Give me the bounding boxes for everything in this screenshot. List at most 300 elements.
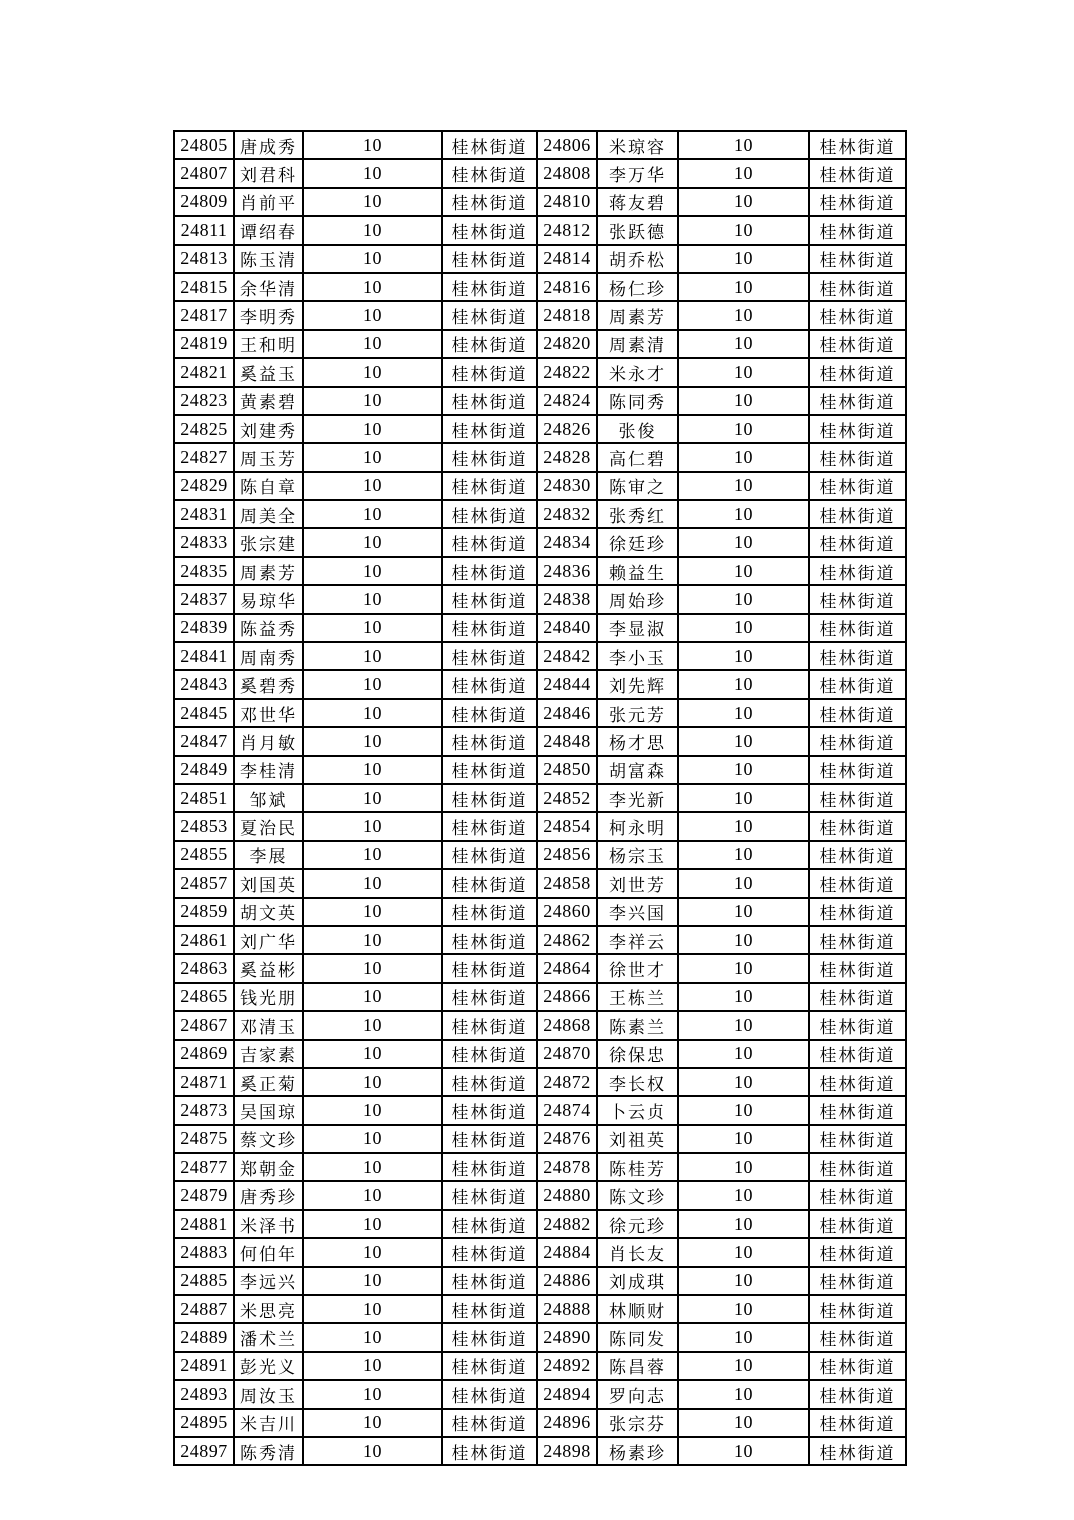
street-cell: 桂林街道 <box>809 1238 906 1266</box>
value-cell: 10 <box>303 330 442 358</box>
street-cell: 桂林街道 <box>442 387 537 415</box>
street-cell: 桂林街道 <box>809 642 906 670</box>
street-cell: 桂林街道 <box>809 926 906 954</box>
id-cell: 24881 <box>174 1210 234 1238</box>
name-cell: 米泽书 <box>234 1210 303 1238</box>
name-cell: 周南秀 <box>234 642 303 670</box>
id-cell: 24872 <box>537 1068 597 1096</box>
table-row <box>174 500 906 528</box>
id-cell: 24812 <box>537 216 597 244</box>
value-cell: 10 <box>678 812 809 840</box>
street-cell: 桂林街道 <box>442 358 537 386</box>
street-cell: 桂林街道 <box>442 1096 537 1124</box>
id-cell: 24866 <box>537 983 597 1011</box>
street-cell: 桂林街道 <box>442 1323 537 1351</box>
value-cell: 10 <box>678 557 809 585</box>
street-cell: 桂林街道 <box>809 1153 906 1181</box>
id-cell: 24831 <box>174 500 234 528</box>
value-cell: 10 <box>678 1323 809 1351</box>
value-cell: 10 <box>303 670 442 698</box>
id-cell: 24854 <box>537 812 597 840</box>
street-cell: 桂林街道 <box>809 1068 906 1096</box>
value-cell: 10 <box>678 898 809 926</box>
street-cell: 桂林街道 <box>809 1210 906 1238</box>
value-cell: 10 <box>303 1267 442 1295</box>
id-cell: 24888 <box>537 1295 597 1323</box>
street-cell: 桂林街道 <box>809 1352 906 1380</box>
id-cell: 24865 <box>174 983 234 1011</box>
table-row <box>174 443 906 471</box>
id-cell: 24887 <box>174 1295 234 1323</box>
name-cell: 卜云贞 <box>597 1096 678 1124</box>
value-cell: 10 <box>303 1210 442 1238</box>
roster-table-body <box>174 131 906 1465</box>
table-row <box>174 131 906 159</box>
id-cell: 24845 <box>174 699 234 727</box>
street-cell: 桂林街道 <box>809 784 906 812</box>
value-cell: 10 <box>678 727 809 755</box>
id-cell: 24852 <box>537 784 597 812</box>
table-row <box>174 301 906 329</box>
id-cell: 24809 <box>174 188 234 216</box>
name-cell: 潘术兰 <box>234 1323 303 1351</box>
value-cell: 10 <box>678 1068 809 1096</box>
value-cell: 10 <box>678 188 809 216</box>
table-row <box>174 983 906 1011</box>
street-cell: 桂林街道 <box>442 443 537 471</box>
name-cell: 吴国琼 <box>234 1096 303 1124</box>
id-cell: 24884 <box>537 1238 597 1266</box>
id-cell: 24813 <box>174 245 234 273</box>
name-cell: 易琼华 <box>234 585 303 613</box>
id-cell: 24853 <box>174 812 234 840</box>
name-cell: 周始珍 <box>597 585 678 613</box>
street-cell: 桂林街道 <box>809 472 906 500</box>
id-cell: 24837 <box>174 585 234 613</box>
street-cell: 桂林街道 <box>809 216 906 244</box>
street-cell: 桂林街道 <box>809 670 906 698</box>
table-row <box>174 1068 906 1096</box>
id-cell: 24878 <box>537 1153 597 1181</box>
id-cell: 24877 <box>174 1153 234 1181</box>
street-cell: 桂林街道 <box>809 1409 906 1437</box>
name-cell: 彭光义 <box>234 1352 303 1380</box>
street-cell: 桂林街道 <box>442 1409 537 1437</box>
value-cell: 10 <box>303 727 442 755</box>
name-cell: 赖益生 <box>597 557 678 585</box>
street-cell: 桂林街道 <box>442 670 537 698</box>
id-cell: 24805 <box>174 131 234 159</box>
name-cell: 王和明 <box>234 330 303 358</box>
value-cell: 10 <box>678 1181 809 1209</box>
id-cell: 24839 <box>174 614 234 642</box>
value-cell: 10 <box>303 1011 442 1039</box>
id-cell: 24811 <box>174 216 234 244</box>
id-cell: 24832 <box>537 500 597 528</box>
value-cell: 10 <box>678 1267 809 1295</box>
value-cell: 10 <box>678 159 809 187</box>
id-cell: 24896 <box>537 1409 597 1437</box>
value-cell: 10 <box>678 1295 809 1323</box>
name-cell: 邹斌 <box>234 784 303 812</box>
name-cell: 陈秀清 <box>234 1437 303 1465</box>
value-cell: 10 <box>303 642 442 670</box>
table-row <box>174 216 906 244</box>
id-cell: 24886 <box>537 1267 597 1295</box>
table-row <box>174 273 906 301</box>
street-cell: 桂林街道 <box>809 131 906 159</box>
value-cell: 10 <box>303 585 442 613</box>
id-cell: 24874 <box>537 1096 597 1124</box>
value-cell: 10 <box>678 642 809 670</box>
id-cell: 24883 <box>174 1238 234 1266</box>
table-row <box>174 472 906 500</box>
value-cell: 10 <box>303 1238 442 1266</box>
name-cell: 张宗芬 <box>597 1409 678 1437</box>
value-cell: 10 <box>303 1181 442 1209</box>
table-row <box>174 614 906 642</box>
id-cell: 24820 <box>537 330 597 358</box>
name-cell: 胡乔松 <box>597 245 678 273</box>
street-cell: 桂林街道 <box>442 131 537 159</box>
street-cell: 桂林街道 <box>809 1040 906 1068</box>
table-row <box>174 727 906 755</box>
name-cell: 邓清玉 <box>234 1011 303 1039</box>
table-row <box>174 1040 906 1068</box>
id-cell: 24876 <box>537 1125 597 1153</box>
value-cell: 10 <box>303 926 442 954</box>
name-cell: 胡富森 <box>597 756 678 784</box>
value-cell: 10 <box>303 1068 442 1096</box>
id-cell: 24890 <box>537 1323 597 1351</box>
street-cell: 桂林街道 <box>442 472 537 500</box>
table-row <box>174 1267 906 1295</box>
name-cell: 杨仁珍 <box>597 273 678 301</box>
name-cell: 蔡文珍 <box>234 1125 303 1153</box>
value-cell: 10 <box>678 585 809 613</box>
table-row <box>174 528 906 556</box>
name-cell: 胡文英 <box>234 898 303 926</box>
name-cell: 刘祖英 <box>597 1125 678 1153</box>
id-cell: 24868 <box>537 1011 597 1039</box>
name-cell: 陈文珍 <box>597 1181 678 1209</box>
name-cell: 李明秀 <box>234 301 303 329</box>
street-cell: 桂林街道 <box>809 699 906 727</box>
name-cell: 奚正菊 <box>234 1068 303 1096</box>
street-cell: 桂林街道 <box>809 245 906 273</box>
name-cell: 陈玉清 <box>234 245 303 273</box>
value-cell: 10 <box>678 500 809 528</box>
value-cell: 10 <box>678 1040 809 1068</box>
table-row <box>174 642 906 670</box>
id-cell: 24816 <box>537 273 597 301</box>
id-cell: 24830 <box>537 472 597 500</box>
id-cell: 24893 <box>174 1380 234 1408</box>
table-row <box>174 245 906 273</box>
name-cell: 夏治民 <box>234 812 303 840</box>
value-cell: 10 <box>303 273 442 301</box>
value-cell: 10 <box>678 1125 809 1153</box>
id-cell: 24814 <box>537 245 597 273</box>
table-row <box>174 1238 906 1266</box>
street-cell: 桂林街道 <box>809 500 906 528</box>
value-cell: 10 <box>303 841 442 869</box>
name-cell: 陈益秀 <box>234 614 303 642</box>
value-cell: 10 <box>678 1210 809 1238</box>
id-cell: 24885 <box>174 1267 234 1295</box>
street-cell: 桂林街道 <box>809 188 906 216</box>
name-cell: 刘世芳 <box>597 869 678 897</box>
street-cell: 桂林街道 <box>442 1352 537 1380</box>
value-cell: 10 <box>303 614 442 642</box>
table-row <box>174 926 906 954</box>
value-cell: 10 <box>678 443 809 471</box>
id-cell: 24873 <box>174 1096 234 1124</box>
id-cell: 24841 <box>174 642 234 670</box>
name-cell: 刘先辉 <box>597 670 678 698</box>
street-cell: 桂林街道 <box>442 1153 537 1181</box>
id-cell: 24871 <box>174 1068 234 1096</box>
street-cell: 桂林街道 <box>809 1181 906 1209</box>
name-cell: 肖月敏 <box>234 727 303 755</box>
id-cell: 24859 <box>174 898 234 926</box>
value-cell: 10 <box>678 699 809 727</box>
value-cell: 10 <box>303 898 442 926</box>
id-cell: 24880 <box>537 1181 597 1209</box>
value-cell: 10 <box>678 954 809 982</box>
street-cell: 桂林街道 <box>442 727 537 755</box>
street-cell: 桂林街道 <box>809 159 906 187</box>
name-cell: 张跃德 <box>597 216 678 244</box>
name-cell: 陈桂芳 <box>597 1153 678 1181</box>
name-cell: 刘成琪 <box>597 1267 678 1295</box>
street-cell: 桂林街道 <box>809 756 906 784</box>
name-cell: 蒋友碧 <box>597 188 678 216</box>
value-cell: 10 <box>678 387 809 415</box>
name-cell: 陈同秀 <box>597 387 678 415</box>
street-cell: 桂林街道 <box>442 699 537 727</box>
name-cell: 陈同发 <box>597 1323 678 1351</box>
street-cell: 桂林街道 <box>442 500 537 528</box>
id-cell: 24817 <box>174 301 234 329</box>
name-cell: 李小玉 <box>597 642 678 670</box>
id-cell: 24824 <box>537 387 597 415</box>
value-cell: 10 <box>303 954 442 982</box>
table-row <box>174 1323 906 1351</box>
name-cell: 米吉川 <box>234 1409 303 1437</box>
street-cell: 桂林街道 <box>442 954 537 982</box>
id-cell: 24807 <box>174 159 234 187</box>
name-cell: 奚碧秀 <box>234 670 303 698</box>
id-cell: 24875 <box>174 1125 234 1153</box>
name-cell: 余华清 <box>234 273 303 301</box>
value-cell: 10 <box>303 131 442 159</box>
id-cell: 24861 <box>174 926 234 954</box>
street-cell: 桂林街道 <box>809 415 906 443</box>
table-row <box>174 358 906 386</box>
id-cell: 24808 <box>537 159 597 187</box>
id-cell: 24879 <box>174 1181 234 1209</box>
id-cell: 24818 <box>537 301 597 329</box>
id-cell: 24882 <box>537 1210 597 1238</box>
id-cell: 24810 <box>537 188 597 216</box>
id-cell: 24860 <box>537 898 597 926</box>
name-cell: 周素清 <box>597 330 678 358</box>
name-cell: 李光新 <box>597 784 678 812</box>
name-cell: 李远兴 <box>234 1267 303 1295</box>
name-cell: 周美全 <box>234 500 303 528</box>
id-cell: 24823 <box>174 387 234 415</box>
name-cell: 王栋兰 <box>597 983 678 1011</box>
name-cell: 奚益彬 <box>234 954 303 982</box>
table-row <box>174 585 906 613</box>
value-cell: 10 <box>678 614 809 642</box>
id-cell: 24842 <box>537 642 597 670</box>
id-cell: 24897 <box>174 1437 234 1465</box>
street-cell: 桂林街道 <box>809 330 906 358</box>
street-cell: 桂林街道 <box>442 159 537 187</box>
table-row <box>174 1125 906 1153</box>
value-cell: 10 <box>678 1437 809 1465</box>
name-cell: 刘广华 <box>234 926 303 954</box>
street-cell: 桂林街道 <box>809 1125 906 1153</box>
street-cell: 桂林街道 <box>442 415 537 443</box>
table-row <box>174 1295 906 1323</box>
table-row <box>174 841 906 869</box>
name-cell: 陈自章 <box>234 472 303 500</box>
street-cell: 桂林街道 <box>442 926 537 954</box>
value-cell: 10 <box>678 330 809 358</box>
street-cell: 桂林街道 <box>442 869 537 897</box>
table-row <box>174 1181 906 1209</box>
name-cell: 李兴国 <box>597 898 678 926</box>
id-cell: 24825 <box>174 415 234 443</box>
name-cell: 李长权 <box>597 1068 678 1096</box>
value-cell: 10 <box>303 756 442 784</box>
id-cell: 24870 <box>537 1040 597 1068</box>
street-cell: 桂林街道 <box>809 1323 906 1351</box>
name-cell: 肖长友 <box>597 1238 678 1266</box>
value-cell: 10 <box>303 869 442 897</box>
table-row <box>174 1011 906 1039</box>
table-row <box>174 1409 906 1437</box>
id-cell: 24855 <box>174 841 234 869</box>
id-cell: 24849 <box>174 756 234 784</box>
value-cell: 10 <box>678 216 809 244</box>
name-cell: 邓世华 <box>234 699 303 727</box>
street-cell: 桂林街道 <box>809 528 906 556</box>
name-cell: 李展 <box>234 841 303 869</box>
table-row <box>174 415 906 443</box>
street-cell: 桂林街道 <box>442 528 537 556</box>
street-cell: 桂林街道 <box>442 245 537 273</box>
id-cell: 24863 <box>174 954 234 982</box>
id-cell: 24846 <box>537 699 597 727</box>
value-cell: 10 <box>303 784 442 812</box>
street-cell: 桂林街道 <box>809 443 906 471</box>
street-cell: 桂林街道 <box>442 188 537 216</box>
value-cell: 10 <box>678 528 809 556</box>
street-cell: 桂林街道 <box>809 841 906 869</box>
street-cell: 桂林街道 <box>442 1125 537 1153</box>
value-cell: 10 <box>303 1153 442 1181</box>
name-cell: 杨宗玉 <box>597 841 678 869</box>
id-cell: 24827 <box>174 443 234 471</box>
street-cell: 桂林街道 <box>809 1267 906 1295</box>
street-cell: 桂林街道 <box>442 216 537 244</box>
value-cell: 10 <box>303 1040 442 1068</box>
value-cell: 10 <box>678 358 809 386</box>
table-row <box>174 670 906 698</box>
value-cell: 10 <box>303 983 442 1011</box>
id-cell: 24819 <box>174 330 234 358</box>
id-cell: 24844 <box>537 670 597 698</box>
name-cell: 钱光朋 <box>234 983 303 1011</box>
name-cell: 杨才思 <box>597 727 678 755</box>
value-cell: 10 <box>303 1380 442 1408</box>
value-cell: 10 <box>678 245 809 273</box>
id-cell: 24895 <box>174 1409 234 1437</box>
street-cell: 桂林街道 <box>442 1295 537 1323</box>
street-cell: 桂林街道 <box>442 1267 537 1295</box>
table-row <box>174 188 906 216</box>
street-cell: 桂林街道 <box>809 273 906 301</box>
id-cell: 24838 <box>537 585 597 613</box>
street-cell: 桂林街道 <box>442 1238 537 1266</box>
id-cell: 24833 <box>174 528 234 556</box>
id-cell: 24858 <box>537 869 597 897</box>
value-cell: 10 <box>678 1380 809 1408</box>
street-cell: 桂林街道 <box>442 1210 537 1238</box>
name-cell: 罗向志 <box>597 1380 678 1408</box>
street-cell: 桂林街道 <box>809 358 906 386</box>
name-cell: 奚益玉 <box>234 358 303 386</box>
street-cell: 桂林街道 <box>442 1011 537 1039</box>
street-cell: 桂林街道 <box>442 1437 537 1465</box>
name-cell: 刘君科 <box>234 159 303 187</box>
value-cell: 10 <box>303 699 442 727</box>
id-cell: 24891 <box>174 1352 234 1380</box>
name-cell: 周汝玉 <box>234 1380 303 1408</box>
value-cell: 10 <box>678 670 809 698</box>
name-cell: 谭绍春 <box>234 216 303 244</box>
name-cell: 周素芳 <box>234 557 303 585</box>
value-cell: 10 <box>678 1238 809 1266</box>
street-cell: 桂林街道 <box>809 1437 906 1465</box>
table-row <box>174 1352 906 1380</box>
street-cell: 桂林街道 <box>442 614 537 642</box>
name-cell: 米琼容 <box>597 131 678 159</box>
name-cell: 陈昌蓉 <box>597 1352 678 1380</box>
value-cell: 10 <box>303 301 442 329</box>
id-cell: 24822 <box>537 358 597 386</box>
table-row <box>174 898 906 926</box>
name-cell: 林顺财 <box>597 1295 678 1323</box>
street-cell: 桂林街道 <box>809 983 906 1011</box>
street-cell: 桂林街道 <box>809 954 906 982</box>
street-cell: 桂林街道 <box>442 784 537 812</box>
name-cell: 刘国英 <box>234 869 303 897</box>
value-cell: 10 <box>303 387 442 415</box>
value-cell: 10 <box>678 926 809 954</box>
table-row <box>174 1210 906 1238</box>
street-cell: 桂林街道 <box>442 841 537 869</box>
table-row <box>174 812 906 840</box>
name-cell: 张元芳 <box>597 699 678 727</box>
street-cell: 桂林街道 <box>442 557 537 585</box>
street-cell: 桂林街道 <box>442 1068 537 1096</box>
value-cell: 10 <box>303 1295 442 1323</box>
